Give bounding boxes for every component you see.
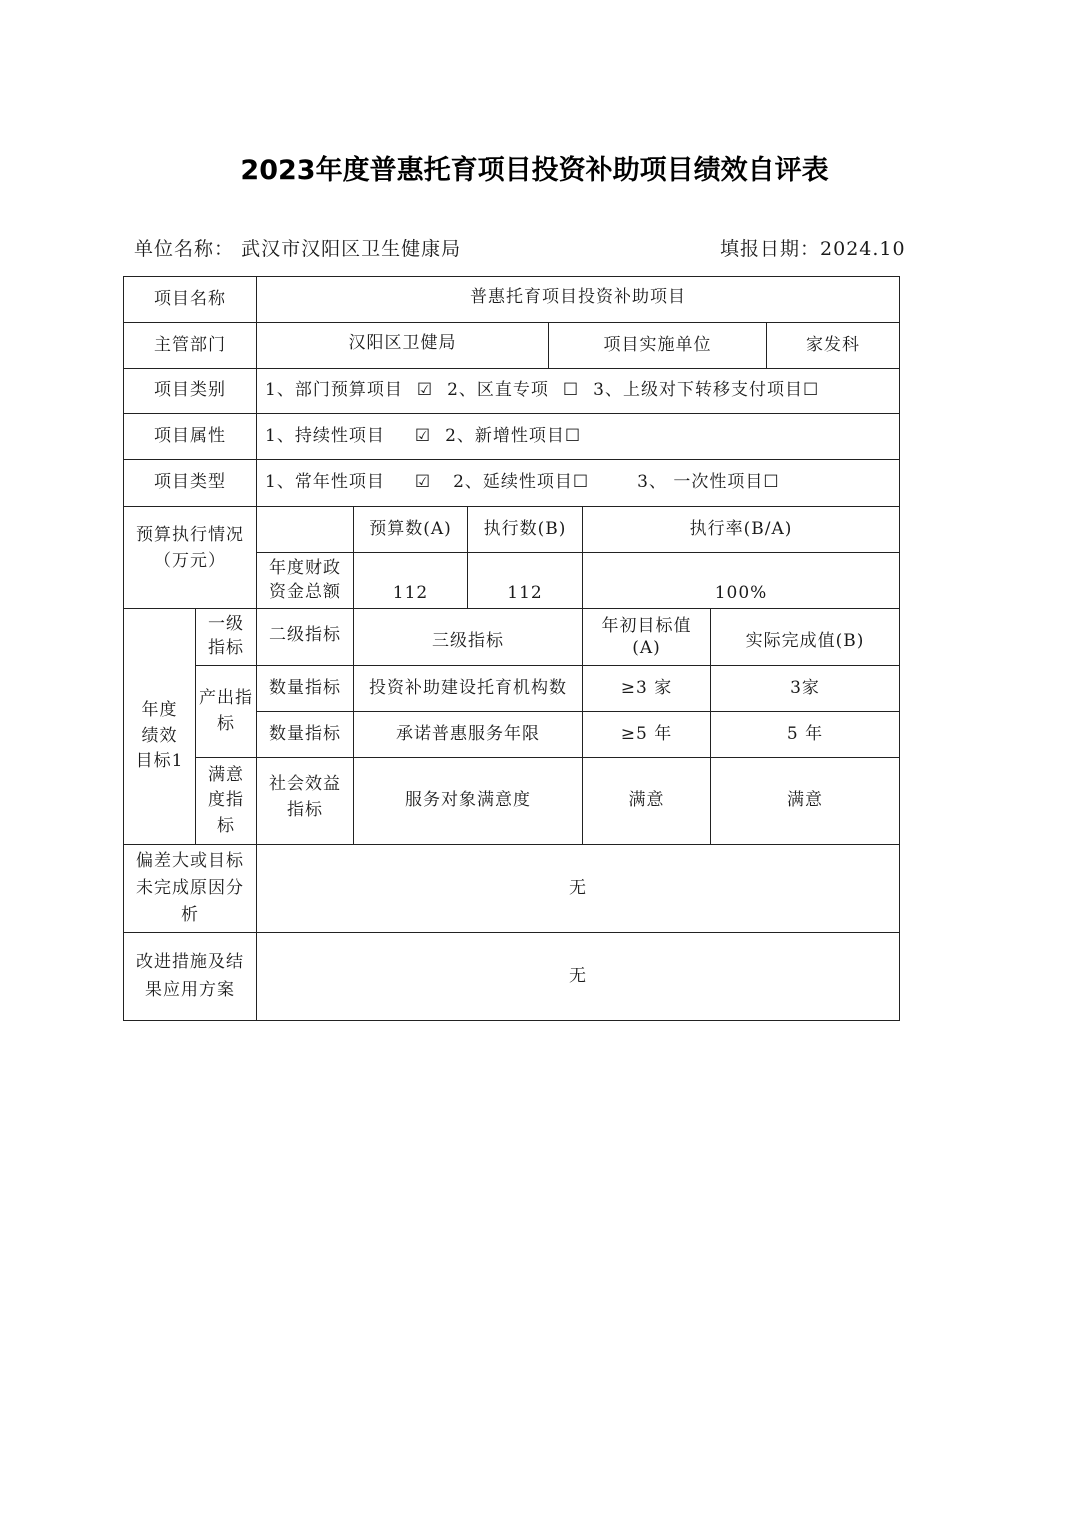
output-indicator-label [196,666,256,757]
project-name-value: 普惠托育项目投资补助项目 [470,287,686,307]
item2-actual: 5 年 [786,723,824,744]
output-label-line2: 标 [217,713,235,734]
project-name-label: 项目名称 [154,288,226,309]
type-option-3: 3、 一次性项目 [637,472,764,493]
category-option-2-checkbox[interactable]: ☐ [562,380,580,401]
improvement-label [124,933,256,1020]
budget-fund-label [257,553,353,608]
category-option-1-checkbox[interactable]: ☑ [416,380,434,401]
budget-label-line1: 预算执行情况 [136,525,244,545]
department-label: 主管部门 [154,334,226,355]
goals-label-line1: 年度 [141,700,178,721]
attribute-option-1-checkbox[interactable]: ☑ [414,425,432,446]
item3-target: 满意 [628,790,665,811]
budget-value: 112 [392,582,429,603]
category-option-3-checkbox[interactable]: ☐ [802,380,820,401]
item1-level3: 投资补助建设托育机构数 [369,677,567,698]
item3-level2-line2: 指标 [287,799,323,820]
attribute-option-1: 1、持续性项目 [265,425,385,446]
item1-actual: 3家 [790,677,820,698]
goals-label [124,609,195,844]
date-label: 填报日期： [720,238,821,260]
goals-label-line2: 绩效 [141,725,178,746]
budget-label-line2: （万元） [154,550,226,571]
budget-col-rate: 执行率(B/A) [689,518,793,539]
unit-name [134,234,461,261]
unit-label: 单位名称： [134,238,235,260]
satisfaction-label-line3: 标 [217,815,235,836]
item1-target: ≥3 家 [620,677,673,698]
deviation-label-line1: 偏差大或目标 [136,850,244,871]
header-level1-line2: 指标 [208,638,244,658]
attribute-label: 项目属性 [154,425,226,446]
satisfaction-label-line1: 满意 [208,764,244,785]
satisfaction-label-line2: 度指 [208,790,244,811]
header-target-line2: (A) [632,638,661,658]
item2-level2: 数量指标 [269,723,341,744]
attribute-option-2-checkbox[interactable]: ☐ [564,425,582,446]
satisfaction-indicator-label [196,758,256,844]
attribute-option-2: 2、新增性项目 [445,425,565,446]
type-option-2: 2、延续性项目 [453,472,573,493]
department-value: 汉阳区卫健局 [348,333,457,353]
deviation-label [124,845,256,932]
deviation-label-line2: 未完成原因分 [136,877,244,898]
deviation-label-line3: 析 [181,905,199,926]
implementing-unit-label: 项目实施单位 [603,334,712,355]
output-label-line1: 产出指 [199,688,253,708]
type-options [257,460,899,506]
unit-value: 武汉市汉阳区卫生健康局 [241,238,462,260]
item3-actual: 满意 [787,790,823,811]
category-label: 项目类别 [154,380,226,401]
deviation-value: 无 [569,877,587,898]
item1-level2: 数量指标 [269,677,341,698]
attribute-options [257,414,899,459]
rate-value: 100% [714,582,768,603]
type-option-1-checkbox[interactable]: ☑ [414,472,432,493]
item2-level3: 承诺普惠服务年限 [396,723,540,744]
improvement-label-line1: 改进措施及结 [136,952,244,973]
improvement-label-line2: 果应用方案 [145,979,235,1000]
header-level3: 三级指标 [432,631,504,652]
type-label: 项目类型 [154,472,226,493]
budget-label [124,507,256,608]
exec-value: 112 [507,582,543,603]
type-option-1: 1、常年性项目 [265,472,385,493]
implementing-unit-value: 家发科 [806,334,860,355]
header-target [583,609,710,665]
item3-level2 [257,758,353,844]
category-option-3: 3、上级对下转移支付项目 [593,380,803,401]
page-title: 2023年度普惠托育项目投资补助项目绩效自评表 [240,155,829,186]
fund-label-line1: 年度财政 [269,557,341,578]
budget-col-exec: 执行数(B) [483,518,567,539]
category-option-2: 2、区直专项 [447,380,549,401]
header-level1-line1: 一级 [208,614,244,635]
type-option-2-checkbox[interactable]: ☐ [572,472,590,493]
item2-target: ≥5 年 [620,723,673,744]
header-level1 [196,609,256,665]
item3-level3: 服务对象满意度 [405,790,531,811]
goals-label-line3: 目标1 [135,751,184,772]
header-target-line1: 年初目标值 [601,615,692,636]
item3-level2-line1: 社会效益 [269,774,341,794]
category-options [257,369,899,413]
budget-col-budget: 预算数(A) [369,518,452,539]
date-value: 2024.10 [820,238,906,260]
category-option-1: 1、部门预算项目 [265,380,403,401]
type-option-3-checkbox[interactable]: ☐ [763,472,780,493]
header-actual: 实际完成值(B) [745,631,865,652]
fund-label-line2: 资金总额 [269,581,341,602]
improvement-value: 无 [569,965,587,986]
report-date [720,234,906,261]
header-level2: 二级指标 [269,625,341,645]
